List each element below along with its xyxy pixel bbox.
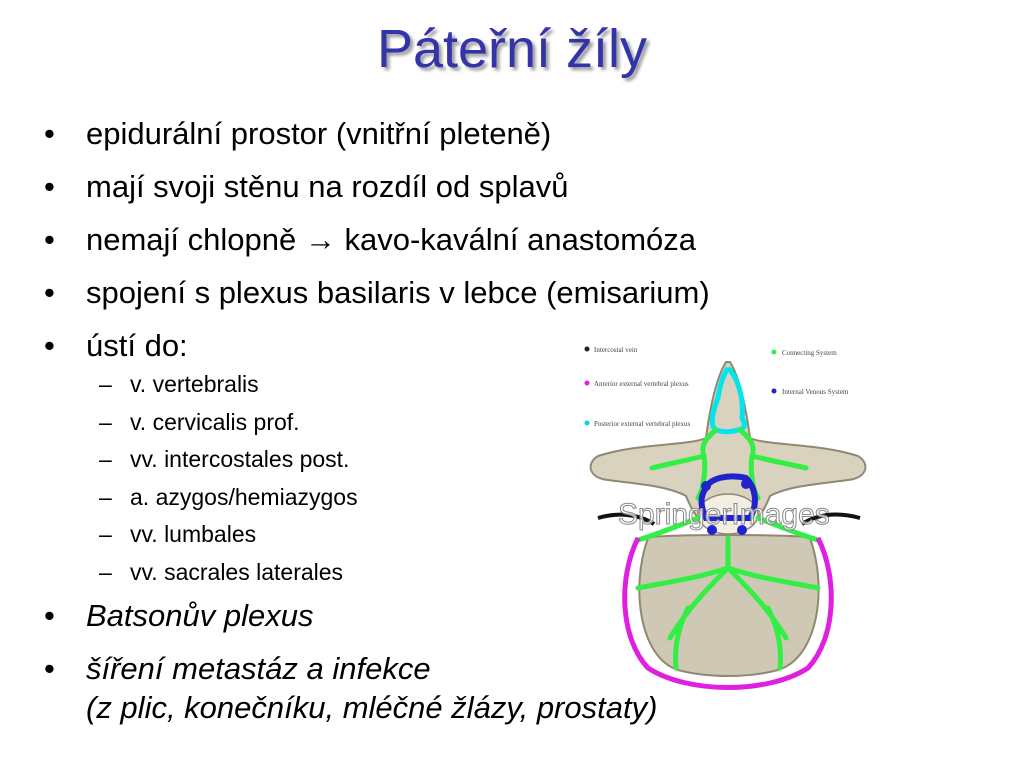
bullet-marker: • — [44, 328, 55, 363]
legend-marker-anterior — [585, 381, 590, 386]
legend-label: Connecting System — [782, 349, 837, 357]
sub-bullet-text: a. azygos/hemiazygos — [130, 483, 358, 510]
bullet-marker: • — [44, 598, 55, 633]
sub-bullet-text: vv. intercostales post. — [130, 446, 350, 472]
bullet-text: epidurální prostor (vnitřní pleteně) — [86, 116, 552, 151]
sub-bullet-marker: – — [99, 446, 112, 472]
legend-marker-internal — [772, 389, 777, 394]
bullet-item — [44, 273, 944, 312]
bullet-text: nemají chlopně → kavo-kavální anastomóza — [86, 222, 696, 257]
slide-title: Páteřní žíly — [376, 19, 648, 79]
legend-label: Anterior external vertebral plexus — [594, 380, 689, 388]
bullet-item — [44, 114, 944, 153]
bullet-marker: • — [44, 169, 55, 204]
legend-label: Internal Venous System — [782, 388, 849, 396]
bullet-marker: • — [44, 275, 55, 310]
springer-watermark: SpringerImages — [618, 498, 830, 531]
sub-bullet-marker: – — [99, 408, 112, 435]
bullet-item — [44, 167, 944, 206]
sub-bullet-marker: – — [99, 483, 112, 510]
sub-bullet-marker: – — [99, 558, 112, 585]
vertebra-venous-plexus-figure — [578, 338, 878, 693]
bullet-marker: • — [44, 651, 55, 686]
legend-marker-intercostal — [585, 347, 590, 352]
bullet-text: ústí do: — [86, 328, 188, 363]
sub-bullet-text: v. cervicalis prof. — [130, 408, 300, 435]
legend-label: Intercostal vein — [594, 346, 638, 354]
bullet-text: spojení s plexus basilaris v lebce (emisarium) — [86, 275, 710, 310]
sub-bullet-text: v. vertebralis — [130, 371, 259, 397]
bullet-text: mají svoji stěnu na rozdíl od splavů — [86, 169, 569, 204]
sub-bullet-text: vv. sacrales laterales — [130, 558, 344, 585]
legend-label: Posterior external vertebral plexus — [594, 420, 691, 428]
bullet-text-line2: (z plic, konečníku, mléčné žlázy, prostaty) — [86, 690, 658, 725]
bullet-marker: • — [44, 222, 55, 257]
sub-bullet-text: vv. lumbales — [130, 521, 257, 547]
legend-marker-posterior — [585, 421, 590, 426]
legend-marker-connecting — [772, 350, 777, 355]
bullet-item — [44, 220, 944, 259]
sub-bullet-marker: – — [99, 371, 112, 397]
sub-bullet-marker: – — [99, 521, 112, 547]
vertebra-illustration — [578, 338, 878, 693]
bullet-text: Batsonův plexus — [86, 598, 314, 633]
bullet-text-line1: šíření metastáz a infekce — [86, 651, 431, 686]
bullet-marker: • — [44, 116, 55, 151]
